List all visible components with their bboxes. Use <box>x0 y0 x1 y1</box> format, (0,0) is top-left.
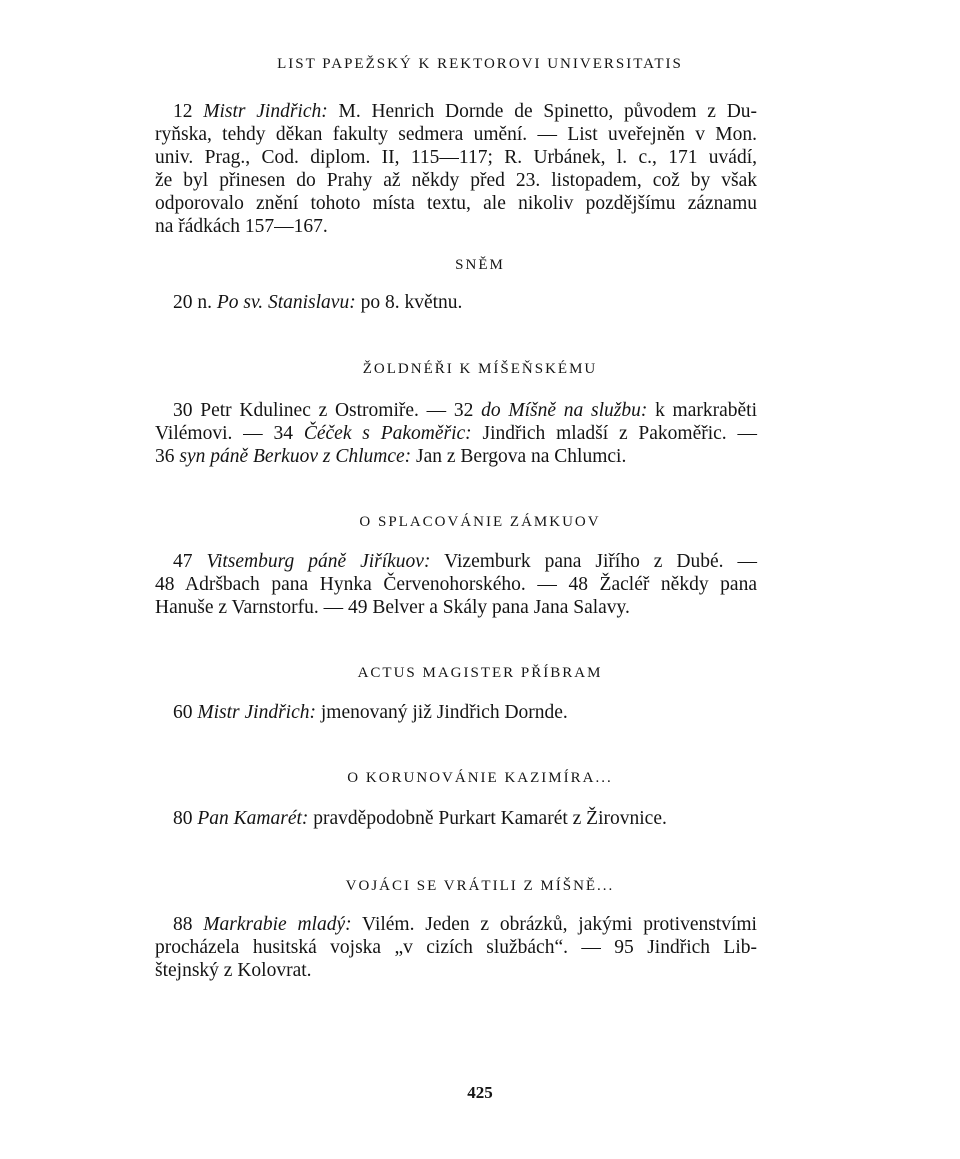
line-number: 88 <box>173 914 193 935</box>
note-text: Vizemburk pana Jiřího z Dubé. — <box>444 551 758 572</box>
note-text: po 8. květnu. <box>360 292 463 313</box>
note-line <box>155 550 757 573</box>
note-line: procházela husitská vojska „v cizích službách“. — 95 Jindřich Lib- <box>155 937 757 958</box>
section-heading: ACTUS MAGISTER PŘÍBRAM <box>357 665 603 681</box>
note-line: ryňska, tehdy děkan fakulty sedmera umění. — List uveřejněn v Mon. <box>155 124 757 145</box>
notes-47-49 <box>155 550 757 619</box>
note-text: Vilém. Jeden z obrázků, jakými protivenstvími <box>362 914 757 935</box>
note-text: n. <box>197 292 212 313</box>
running-head: LIST PAPEŽSKÝ K REKTOROVI UNIVERSITATIS <box>277 56 683 72</box>
note-text: M. Henrich Dornde de Spinetto, původem z Du- <box>338 101 758 122</box>
line-number: 60 <box>173 702 193 723</box>
section-heading: VOJÁCI SE VRÁTILI Z MÍŠNĚ... <box>345 878 615 894</box>
line-number: 80 <box>173 808 193 829</box>
line-number: 47 <box>173 551 193 572</box>
note-text: Vilémovi. — <box>155 423 263 444</box>
section-heading: ŽOLDNÉŘI K MÍŠEŇSKÉMU <box>362 361 598 377</box>
lemma: Mistr Jindřich: <box>197 702 316 723</box>
section-heading: O SPLACOVÁNIE ZÁMKUOV <box>359 514 601 530</box>
note-text: pravděpodobně Purkart Kamarét z Žirovnice. <box>313 808 667 829</box>
note-text: Petr Kdulinec z Ostromiře. — <box>200 400 447 421</box>
line-number: 34 <box>273 423 294 444</box>
line-number: 36 <box>155 446 175 467</box>
notes-30-36 <box>155 399 757 468</box>
lemma: do Míšně na službu: <box>481 400 648 421</box>
line-number: 20 <box>173 292 193 313</box>
lemma: Vitsemburg páně Jiříkuov: <box>206 551 431 572</box>
section-heading: SNĚM <box>455 257 505 273</box>
note-line <box>155 807 757 830</box>
note-line: štejnský z Kolovrat. <box>155 960 312 981</box>
line-number: 32 <box>453 400 474 421</box>
note-line: univ. Prag., Cod. diplom. II, 115—117; R. Urbánek, l. c., 171 uvádí, <box>155 147 757 168</box>
note-line <box>155 100 757 123</box>
note-line <box>155 701 757 724</box>
notes-88-95 <box>155 913 757 982</box>
note-line: odporovalo znění tohoto místa textu, ale nikoliv pozdějšímu záznamu <box>155 193 757 214</box>
note-line: 48 Adršbach pana Hynka Červenohorského. — 48 Žacléř někdy pana <box>155 574 757 595</box>
lemma: syn páně Berkuov z Chlumce: <box>179 446 412 467</box>
lemma: Mistr Jindřich: <box>203 101 328 122</box>
note-text: Jan z Bergova na Chlumci. <box>416 446 627 467</box>
note-line: na řádkách 157—167. <box>155 216 328 237</box>
note-text: jmenovaný již Jindřich Dornde. <box>320 702 568 723</box>
page-number: 425 <box>467 1083 493 1102</box>
note-line <box>155 913 757 936</box>
note-line <box>155 291 757 314</box>
note-60 <box>155 701 757 724</box>
note-text: k markraběti <box>655 400 757 421</box>
lemma: Čéček s Pakoměřic: <box>303 423 472 444</box>
note-80 <box>155 807 757 830</box>
line-number: 12 <box>173 101 193 122</box>
note-line <box>155 445 757 468</box>
lemma: Markrabie mladý: <box>203 914 352 935</box>
note-line: Hanuše z Varnstorfu. — 49 Belver a Skály pana Jana Salavy. <box>155 597 630 618</box>
note-line <box>155 399 757 422</box>
lemma: Pan Kamarét: <box>197 808 309 829</box>
note-text: Jindřich mladší z Pakoměřic. — <box>482 423 757 444</box>
note-20 <box>155 291 757 314</box>
note-line: že byl přinesen do Prahy až někdy před 23. listopadem, což by však <box>155 170 757 191</box>
lemma: Po sv. Stanislavu: <box>216 292 356 313</box>
note-12 <box>155 100 757 238</box>
section-heading: O KORUNOVÁNIE KAZIMÍRA... <box>347 770 613 786</box>
line-number: 30 <box>173 400 193 421</box>
note-line <box>155 422 757 445</box>
